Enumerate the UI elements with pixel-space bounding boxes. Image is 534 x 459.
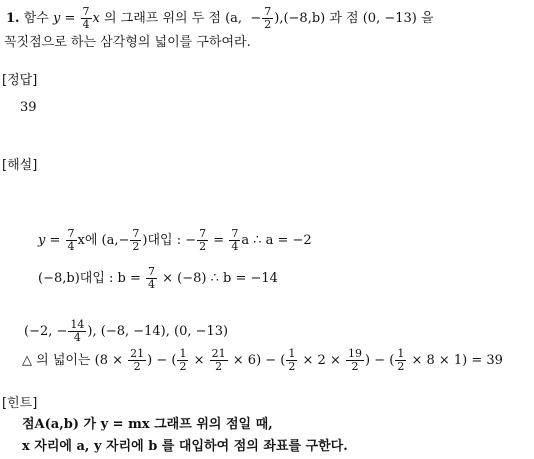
function-lhs: y = <box>52 11 76 26</box>
hint-label: [힌트] <box>2 396 38 411</box>
problem-line-1: 1. 함수 y = $\frac{7}{4}$ x 의 그래프 위의 두 점 (a, − $\frac{7}{2}$ ),(−8,b) 과 점 (0, −13) 을 <box>6 5 434 31</box>
problem-number: 1. <box>6 11 20 26</box>
problem-tail: ),(−8,b) 과 점 (0, −13) 을 <box>274 11 434 26</box>
solution-points: (−2, − $\frac{14}{4}$ ), (−8, −14), (0, −13) <box>24 318 229 344</box>
solution-label: [해설] <box>2 158 38 173</box>
function-coefficient: $\frac{7}{4}$ <box>82 5 90 31</box>
point-coordinate: $\frac{7}{2}$ <box>264 5 272 31</box>
answer-label: [정답] <box>2 73 38 88</box>
function-var: x <box>92 11 100 26</box>
solution-step-2: (−8,b)대입 : b = $\frac{7}{4}$ × (−8) ∴ b = −14 <box>38 265 278 291</box>
answer-value: 39 <box>20 100 37 115</box>
hint-line-1: 점A(a,b) 가 y = mx 그래프 위의 점일 때, <box>22 417 273 432</box>
problem-prefix: 함수 <box>23 11 49 26</box>
solution-area: △ 의 넓이는 (8 × $\frac{21}{2}$ ) − ( $\frac{1}{2}$ × $\frac{21}{2}$ × 6) − ( $\frac{1}{2}$ × 2 × $\frac{19}{2}$ ) − ( $\frac{1}{2}$ × 8 × 1) = 39 <box>22 347 503 373</box>
problem-mid: 의 그래프 위의 두 점 (a, <box>103 11 243 26</box>
problem-line-2: 꼭짓점으로 하는 삼각형의 넓이를 구하여라. <box>4 35 251 50</box>
hint-line-2: x 자리에 a, y 자리에 b 를 대입하여 점의 좌표를 구한다. <box>22 439 348 454</box>
solution-step-1: y = $\frac{7}{4}$ x에 (a,− $\frac{7}{2}$ )대입 : − $\frac{7}{2}$ = $\frac{7}{4}$ a ∴ a = −2 <box>38 227 312 253</box>
